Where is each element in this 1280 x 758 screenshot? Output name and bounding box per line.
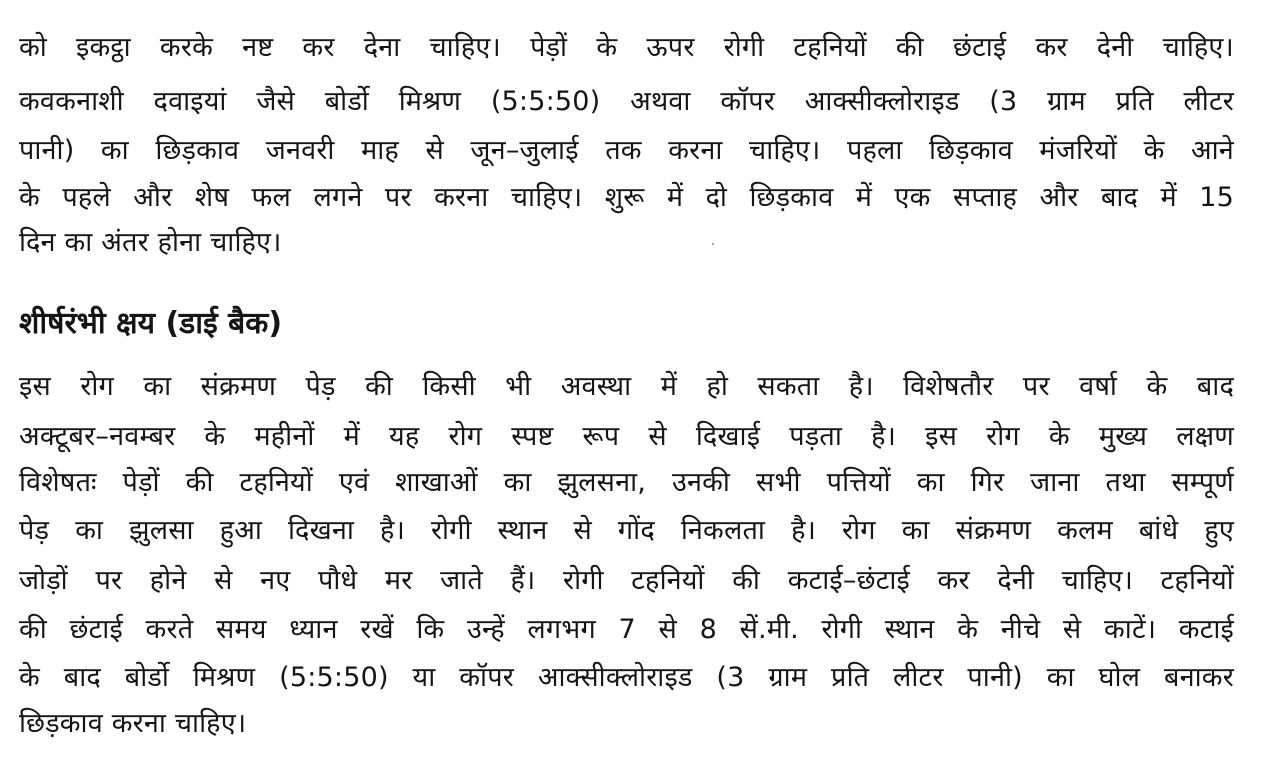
paragraph-line: जोड़ों पर होने से नए पौधे मर जाते हैं। रोगी टहनियों की कटाई–छंटाई कर देनी चाहिए। टहनियों — [19, 565, 1234, 596]
paragraph-line: छिड़काव करना चाहिए। — [19, 708, 247, 739]
paragraph-line: दिन का अंतर होना चाहिए। — [19, 227, 282, 258]
paragraph-line: इस रोग का संक्रमण पेड़ की किसी भी अवस्था में हो सकता है। विशेषतौर पर वर्षा के बाद — [19, 371, 1234, 402]
paragraph-line: कवकनाशी दवाइयां जैसे बोर्डो मिश्रण (5:5:50) अथवा कॉपर आक्सीक्लोराइड (3 ग्राम प्रति लीटर — [19, 86, 1234, 117]
paragraph-line: के बाद बोर्डो मिश्रण (5:5:50) या कॉपर आक्सीक्लोराइड (3 ग्राम प्रति लीटर पानी) का घोल बनाकर — [19, 662, 1234, 693]
paragraph-line: विशेषतः पेड़ों की टहनियों एवं शाखाओं का झुलसना, उनकी सभी पत्तियों का गिर जाना तथा सम्पूर्ण — [19, 467, 1234, 498]
paragraph-line: के पहले और शेष फल लगने पर करना चाहिए। शुरू में दो छिड़काव में एक सप्ताह और बाद में 15 — [19, 182, 1234, 213]
paragraph-line: अक्टूबर–नवम्बर के महीनों में यह रोग स्पष्ट रूप से दिखाई पड़ता है। इस रोग के मुख्य लक्षण — [19, 421, 1234, 452]
scan-speck — [712, 243, 714, 245]
section-heading: शीर्षरंभी क्षय (डाई बैक) — [19, 306, 283, 341]
paragraph-line: की छंटाई करते समय ध्यान रखें कि उन्हें लगभग 7 से 8 सें.मी. रोगी स्थान के नीचे से काटें। कटाई — [19, 614, 1234, 645]
paragraph-line: पेड़ का झुलसा हुआ दिखना है। रोगी स्थान से गोंद निकलता है। रोग का संक्रमण कलम बांधे हुए — [19, 515, 1234, 546]
paragraph-line: को इकट्ठा करके नष्ट कर देना चाहिए। पेड़ों के ऊपर रोगी टहनियों की छंटाई कर देनी चाहिए। — [19, 32, 1234, 63]
paragraph-line: पानी) का छिड़काव जनवरी माह से जून–जुलाई तक करना चाहिए। पहला छिड़काव मंजरियों के आने — [19, 135, 1234, 166]
